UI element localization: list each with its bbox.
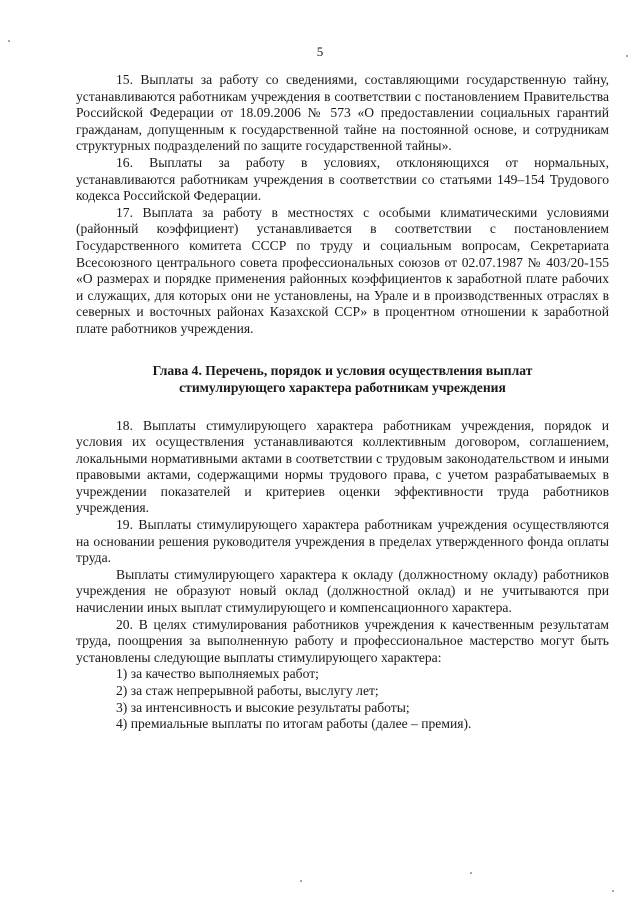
list-item: 3) за интенсивность и высокие результаты работы; (116, 699, 410, 715)
document-body (76, 72, 609, 733)
chapter-4-heading (76, 362, 609, 396)
list-item: 1) за качество выполняемых работ; (116, 666, 319, 682)
list-item: 4) премиальные выплаты по итогам работы (далее – премия). (116, 716, 472, 732)
scan-speck (470, 872, 472, 874)
scan-speck (612, 890, 614, 892)
chapter-4-heading-line-2: стимулирующего характера работникам учреждения (179, 379, 506, 395)
paragraph-15: 15. Выплаты за работу со сведениями, составляющими государственную тайну, устанавливаются работникам учреждения в соответствии с постановлением Правительства Российской Федерации от 18.09.2006 № 573 «О предоставлении социальных гарантий гражданам, допущенным к государственной тайне на постоянной основе, и сотрудникам структурных подразделений по защите государственной тайны». (76, 72, 609, 154)
list-item: 2) за стаж непрерывной работы, выслугу лет; (116, 683, 379, 698)
page-number: 5 (316, 44, 324, 59)
paragraph-20: 20. В целях стимулирования работников учреждения к качественным результатам труда, поощрения за выполненную работу и профессиональное мастерство могут быть установлены следующие выплаты стимулирующего характера: (76, 616, 609, 665)
chapter-4-heading-line-1: Глава 4. Перечень, порядок и условия осуществления выплат (152, 362, 533, 378)
paragraph-19: 19. Выплаты стимулирующего характера работникам учреждения осуществляются на основании решения руководителя учреждения в пределах утвержденного фонда оплаты труда. (76, 517, 609, 566)
scan-speck (8, 40, 10, 42)
paragraph-18: 18. Выплаты стимулирующего характера работникам учреждения, порядок и условия их осуществления устанавливаются коллективным договором, соглашением, локальными нормативными актами в соответствии с трудовым законодательством и иными правовыми актами, содержащими нормы трудового права, с учетом разрабатываемых в учреждении показателей и критериев оценки эффективности труда работников учреждения. (76, 417, 609, 516)
scan-speck (626, 55, 628, 57)
paragraph-16: 16. Выплаты за работу в условиях, отклоняющихся от нормальных, устанавливаются работникам учреждения в соответствии со статьями 149–154 Трудового кодекса Российской Федерации. (76, 154, 609, 204)
scan-speck (300, 880, 302, 882)
paragraph-17: 17. Выплата за работу в местностях с особыми климатическими условиями (районный коэффициент) устанавливается в соответствии с постановлением Государственного комитета СССР по труду и социальным вопросам, Секретариата Всесоюзного центрального совета профессиональных союзов от 02.07.1987 № 403/20-155 «О размерах и порядке применения районных коэффициентов к заработной плате рабочих и служащих, для которых они не установлены, на Урале и в производственных отраслях в северных и восточных районах Казахской ССР» в процентном отношении к заработной плате работников учреждения. (76, 204, 609, 336)
paragraph-19-continued: Выплаты стимулирующего характера к окладу (должностному окладу) работников учреждения не образуют новый оклад (должностной оклад) и не учитываются при начислении иных выплат стимулирующего и компенсационного характера. (76, 566, 609, 616)
